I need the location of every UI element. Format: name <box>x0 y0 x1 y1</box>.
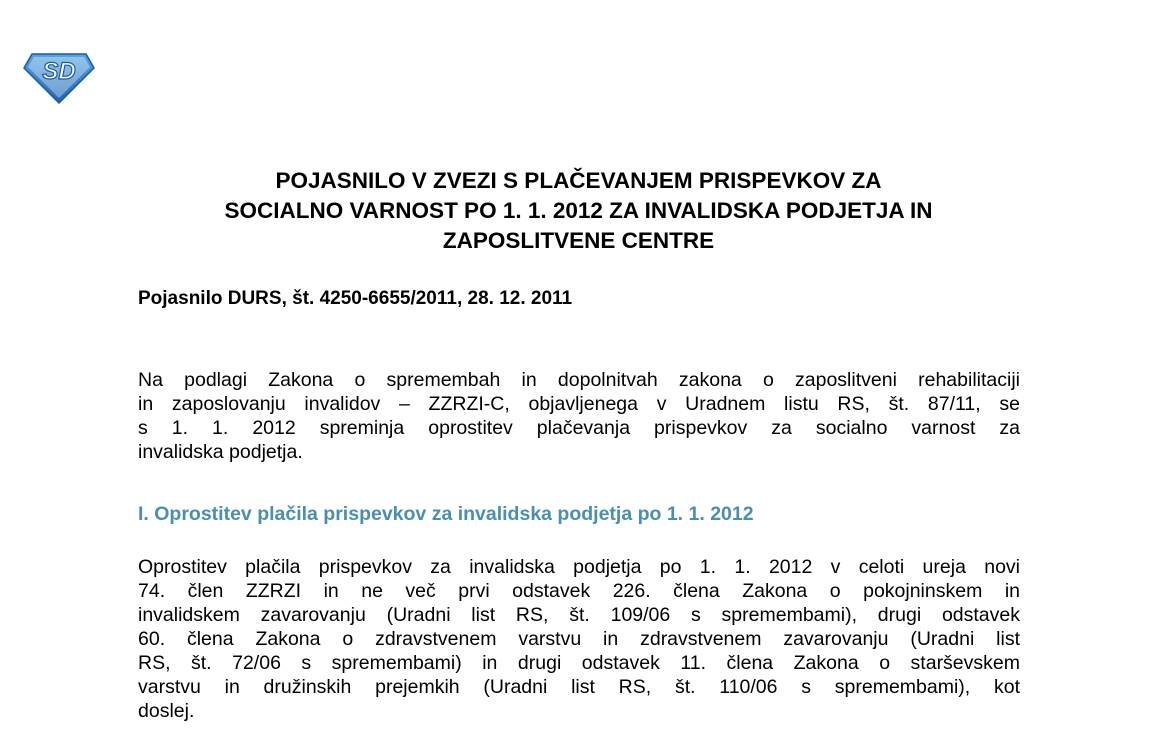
paragraph-line: 60. člena Zakona o zdravstvenem varstvu in zdravstvenem zavarovanju (Uradni list <box>138 628 1020 650</box>
sd-diamond-logo-icon <box>22 50 96 104</box>
paragraph-line: in zaposlovanju invalidov – ZZRZI-C, objavljenega v Uradnem listu RS, št. 87/11, se <box>138 393 1020 415</box>
title-line: SOCIALNO VARNOST PO 1. 1. 2012 ZA INVALIDSKA PODJETJA IN <box>224 198 933 223</box>
paragraph-line: Na podlagi Zakona o spremembah in dopolnitvah zakona o zaposlitveni rehabilitaciji <box>138 369 1020 391</box>
paragraph-line: invalidska podjetja. <box>138 441 303 463</box>
document-reference: Pojasnilo DURS, št. 4250-6655/2011, 28. 12. 2011 <box>138 288 573 309</box>
logo-text: SD <box>42 58 76 85</box>
document-title <box>130 166 1027 256</box>
title-line: POJASNILO V ZVEZI S PLAČEVANJEM PRISPEVKOV ZA <box>275 168 882 193</box>
paragraph-line: varstvu in družinskih prejemkih (Uradni list RS, št. 110/06 s spremembami), kot <box>138 676 1020 698</box>
paragraph-line: s 1. 1. 2012 spreminja oprostitev plačevanja prispevkov za socialno varnost za <box>138 417 1020 439</box>
paragraph-line: 74. člen ZZRZI in ne več prvi odstavek 226. člena Zakona o pokojninskem in <box>138 580 1020 602</box>
section-paragraph <box>138 555 1020 723</box>
intro-paragraph <box>138 368 1020 464</box>
paragraph-line: doslej. <box>138 700 195 722</box>
paragraph-line: Oprostitev plačila prispevkov za invalidska podjetja po 1. 1. 2012 v celoti ureja novi <box>138 556 1020 578</box>
title-line: ZAPOSLITVENE CENTRE <box>442 228 715 253</box>
section-heading: I. Oprostitev plačila prispevkov za invalidska podjetja po 1. 1. 2012 <box>138 503 754 525</box>
paragraph-line: RS, št. 72/06 s spremembami) in drugi odstavek 11. člena Zakona o starševskem <box>138 652 1020 674</box>
paragraph-line: invalidskem zavarovanju (Uradni list RS, št. 109/06 s spremembami), drugi odstavek <box>138 604 1020 626</box>
